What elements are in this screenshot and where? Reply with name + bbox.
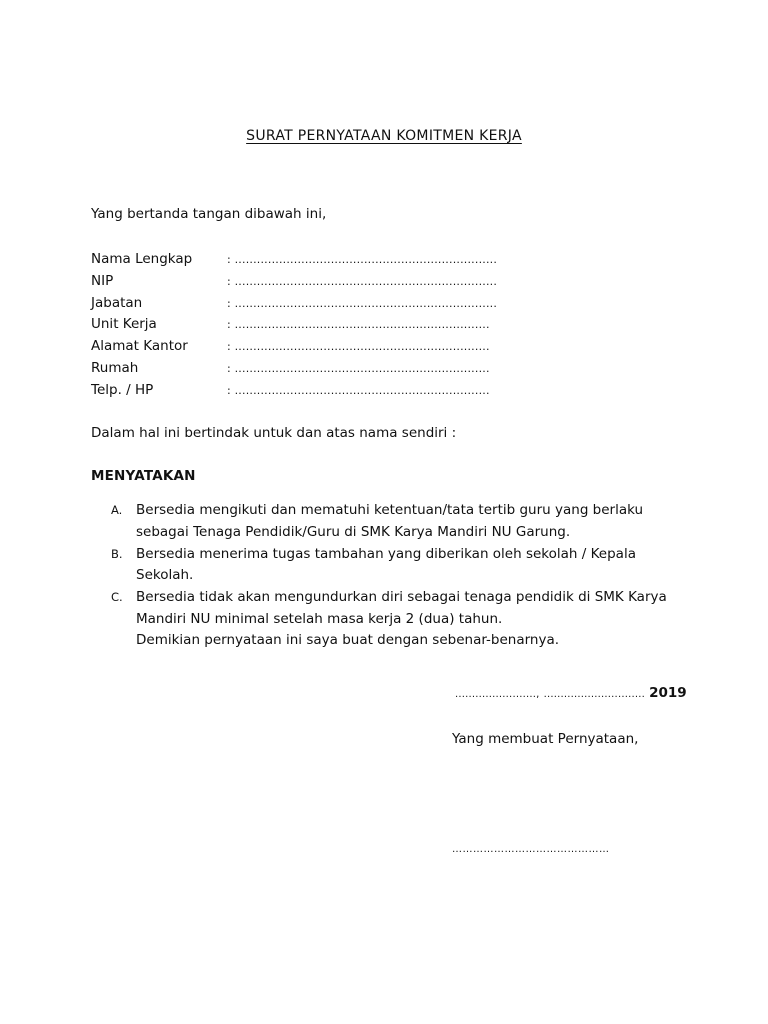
date-line [455, 685, 687, 701]
field-blank: : ..................................................................... [227, 340, 490, 354]
field-alamat-kantor [91, 336, 497, 358]
statement-marker: C. [111, 590, 123, 605]
field-label: Unit Kerja [91, 316, 157, 333]
signature-line: ……………………………………… [452, 844, 610, 855]
statement-text: Bersedia menerima tugas tambahan yang diberikan oleh sekolah / Kepala Sekolah. [136, 545, 636, 584]
field-blank: : ....................................................................... [227, 296, 498, 310]
field-label: Rumah [91, 359, 139, 376]
behalf-text: Dalam hal ini bertindak untuk dan atas nama sendiri : [91, 425, 457, 441]
field-label: Jabatan [91, 294, 143, 311]
field-blank: : ..................................................................... [227, 318, 490, 332]
declare-heading: MENYATAKAN [91, 468, 196, 484]
statement-item [111, 500, 671, 544]
field-label: Telp. / HP [91, 381, 154, 398]
date-year: 2019 [649, 685, 687, 701]
closing-text: Demikian pernyataan ini saya buat dengan sebenar-benarnya. [136, 632, 560, 648]
field-blank: : ..................................................................... [227, 361, 490, 375]
identity-fields [91, 249, 497, 402]
statement-text: Bersedia mengikuti dan mematuhi ketentuan/tata tertib guru yang berlaku sebagai Tenaga Pendidik/Guru di SMK Karya Mandiri NU Garung. [136, 502, 644, 540]
field-blank: : ..................................................................... [227, 383, 490, 397]
field-label: Alamat Kantor [91, 338, 188, 355]
field-blank: : ....................................................................... [227, 253, 498, 266]
field-unit-kerja [91, 314, 497, 336]
date-blank: .............................. [543, 689, 645, 700]
field-nip [91, 271, 497, 293]
statement-marker: B. [111, 546, 123, 561]
place-blank: ........................, [455, 689, 540, 700]
maker-text: Yang membuat Pernyataan, [452, 731, 639, 747]
statement-item [111, 587, 671, 631]
field-label: Nama Lengkap [91, 251, 193, 267]
field-blank: : ....................................................................... [227, 274, 498, 288]
field-telp-hp [91, 380, 497, 402]
field-label: NIP [91, 272, 114, 289]
statement-text: Bersedia tidak akan mengundurkan diri sebagai tenaga pendidik di SMK Karya Mandiri NU minimal setelah masa kerja 2 (dua) tahun. [136, 589, 667, 627]
document-title: SURAT PERNYATAAN KOMITMEN KERJA [246, 128, 522, 144]
field-rumah [91, 358, 497, 380]
field-jabatan [91, 293, 497, 315]
intro-text: Yang bertanda tangan dibawah ini, [91, 206, 327, 222]
statement-item [111, 544, 671, 588]
field-nama-lengkap [91, 249, 497, 271]
statement-list [111, 500, 671, 631]
statement-marker: A. [111, 503, 123, 517]
